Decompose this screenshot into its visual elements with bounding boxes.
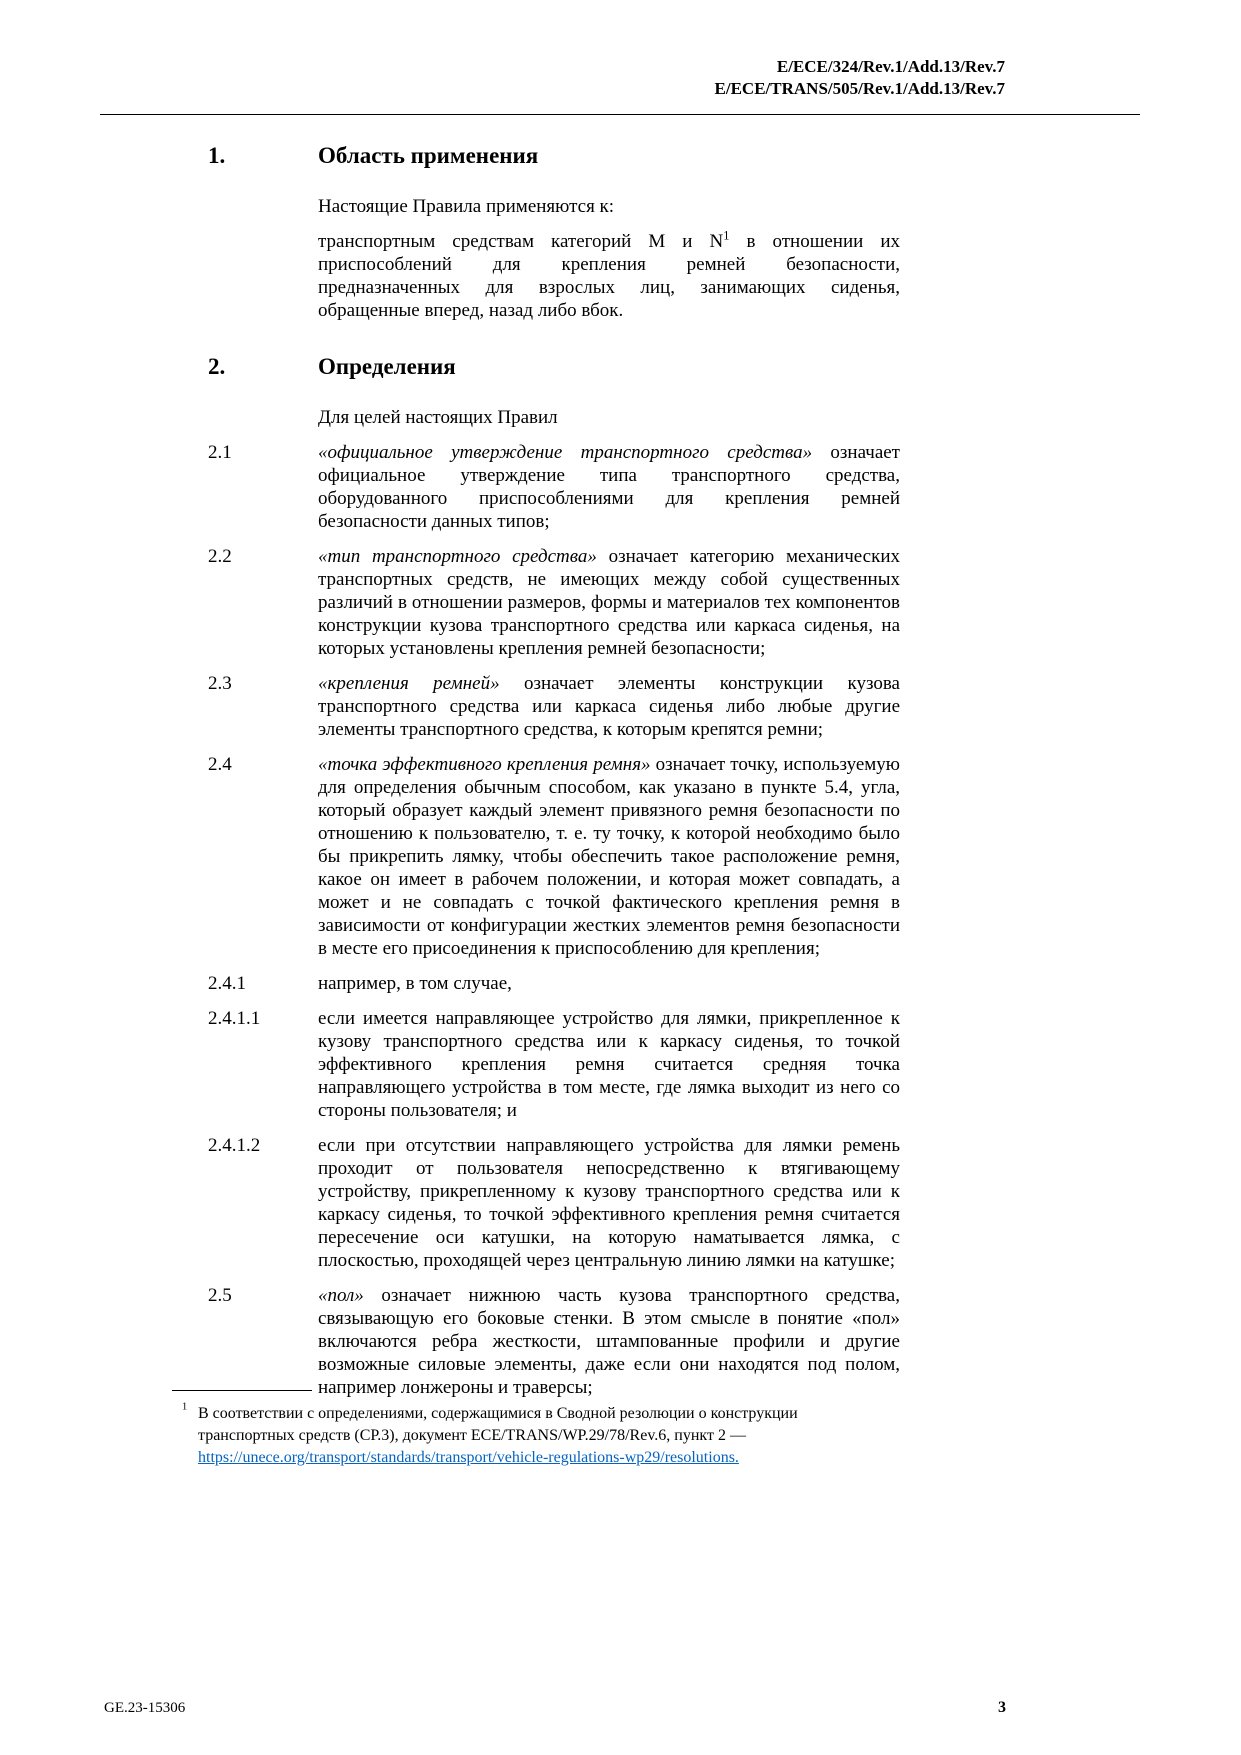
clause-2-4-1: [208, 972, 1241, 995]
footnote-reference: 1: [723, 228, 730, 243]
doc-symbol-line-1: E/ECE/324/Rev.1/Add.13/Rev.7: [776, 57, 1005, 76]
clause-body: если при отсутствии направляющего устройства для лямки ремень проходит от пользователя непосредственно к втягивающему устройству, прикрепленному к кузову транспортного средства или к каркасу сиденья, то точкой эффективного крепления ремня считается пересечение оси катушки, на которую наматывается лямка, с плоскостью, проходящей через центральную линию лямки на катушке;: [318, 1135, 900, 1271]
defined-term: «пол»: [318, 1285, 364, 1306]
clause-2-4-1-1: [208, 1007, 1241, 1122]
clause-body: означает официальное утверждение типа транспортного средства, оборудованного приспособлениями для крепления ремней безопасности данных типов;: [318, 442, 900, 532]
intro-text: Настоящие Правила применяются к:: [318, 196, 615, 217]
clause-body: означает точку, используемую для определения обычным способом, как указано в пункте 5.4, угла, который образует каждый элемент привязного ремня безопасности по отношению к пользователю, т. е. ту точку, к которой необходимо было бы прикрепить лямку, чтобы обеспечить такое расположение ремня, какое он имеет в рабочем положении, и которая может совпадать, а может и не совпадать с точкой фактического крепления ремня в зависимости от конфигурации жестких элементов ремня безопасности в месте его присоединения к приспособлению для крепления;: [318, 754, 900, 959]
intro-text: Для целей настоящих Правил: [318, 407, 558, 428]
footnote-body: В соответствии с определениями, содержащимися в Сводной резолюции о конструкции транспортных средств (СР.3), документ ECE/TRANS/WP.29/78/Rev.6, пункт 2 —: [198, 1405, 798, 1444]
section-1-paragraph: [208, 230, 1241, 322]
footnote-separator: [172, 1390, 312, 1391]
clause-body: означает элементы конструкции кузова транспортного средства или каркаса сиденья либо любые другие элементы транспортного средства, к которым крепятся ремни;: [318, 673, 900, 740]
clause-text: [318, 1134, 900, 1272]
footnote-text: [198, 1403, 846, 1469]
clause-body: означает нижнюю часть кузова транспортного средства, связывающую его боковые стенки. В этом смысле в понятие «пол» включаются ребра жесткости, штампованные профили и другие возможные силовые элементы, даже если они находятся под полом, например лонжероны и траверсы;: [318, 1285, 900, 1398]
section-2-heading: [208, 352, 1241, 382]
document-body: [0, 141, 1241, 1399]
clause-text: [318, 972, 900, 995]
section-2-title: Определения: [318, 354, 456, 379]
section-2-number: 2.: [208, 354, 226, 379]
clause-number: 2.4: [208, 754, 232, 775]
footnote-area: [172, 1390, 862, 1469]
clause-text: [318, 753, 900, 960]
clause-number: 2.1: [208, 442, 232, 463]
clause-2-3: [208, 672, 1241, 741]
page-footer: [104, 1699, 1006, 1717]
document-header: [100, 0, 1140, 115]
footnote: [172, 1403, 862, 1469]
clause-number: 2.4.1.2: [208, 1135, 261, 1156]
clause-body: транспортным средствам категорий M и N: [318, 231, 724, 252]
clause-text: [318, 1284, 900, 1399]
footnote-marker: 1: [182, 1401, 188, 1413]
clause-number: 2.4.1.1: [208, 1008, 261, 1029]
defined-term: «крепления ремней»: [318, 673, 500, 694]
clause-number-empty: [208, 406, 318, 429]
clause-2-4: [208, 753, 1241, 960]
doc-symbol-line-2: E/ECE/TRANS/505/Rev.1/Add.13/Rev.7: [714, 79, 1005, 98]
clause-number: 2.5: [208, 1285, 232, 1306]
defined-term: «точка эффективного крепления ремня»: [318, 754, 651, 775]
clause-text: [318, 545, 900, 660]
defined-term: «официальное утверждение транспортного средства»: [318, 442, 813, 463]
clause-2-2: [208, 545, 1241, 660]
clause-text: [318, 672, 900, 741]
clause-number: 2.3: [208, 673, 232, 694]
section-1-title: Область применения: [318, 143, 539, 168]
clause-text: [318, 441, 900, 533]
defined-term: «тип транспортного средства»: [318, 546, 597, 567]
clause-number-empty: [208, 230, 318, 322]
clause-body: означает категорию механических транспортных средств, не имеющих между собой существенных различий в отношении размеров, формы и материалов тех компонентов конструкции кузова транспортного средства или каркаса сиденья, на которых установлены крепления ремней безопасности;: [318, 546, 900, 659]
footnote-link[interactable]: https://unece.org/transport/standards/transport/vehicle-regulations-wp29/resolutions.: [198, 1449, 739, 1466]
section-1-intro: [208, 195, 1241, 218]
clause-text: [318, 230, 900, 322]
clause-number: 2.2: [208, 546, 232, 567]
clause-body: в отношении их приспособлений для крепления ремней безопасности, предназначенных для взрослых лиц, занимающих сиденья, обращенные вперед, назад либо вбок.: [318, 231, 900, 321]
section-1-heading: [208, 141, 1241, 171]
section-2-intro: [208, 406, 1241, 429]
clause-number-empty: [208, 195, 318, 218]
clause-number: 2.4.1: [208, 973, 246, 994]
clause-body: если имеется направляющее устройство для лямки, прикрепленное к кузову транспортного средства или к каркасу сиденья, то точкой эффективного крепления ремня считается средняя точка направляющего устройства в том месте, где лямка выходит из него со стороны пользователя; и: [318, 1008, 900, 1121]
section-1-number: 1.: [208, 143, 226, 168]
clause-2-4-1-2: [208, 1134, 1241, 1272]
page-number: 3: [998, 1699, 1006, 1716]
clause-2-1: [208, 441, 1241, 533]
clause-2-5: [208, 1284, 1241, 1399]
clause-text: [318, 1007, 900, 1122]
clause-body: например, в том случае,: [318, 973, 512, 994]
footer-doc-id: GE.23-15306: [104, 1700, 186, 1716]
